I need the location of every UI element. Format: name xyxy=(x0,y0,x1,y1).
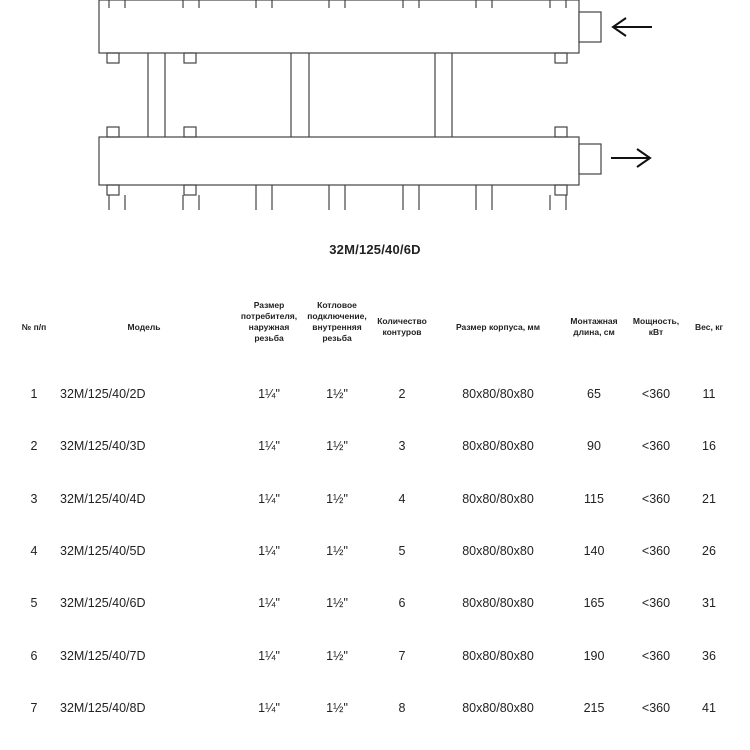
table-cell-length: 90 xyxy=(587,439,601,454)
table-cell-power: <360 xyxy=(641,700,671,715)
table-cell-power: <360 xyxy=(641,439,671,454)
col-consumer-size-header-line: потребителя, xyxy=(240,311,298,321)
table-cell-weight: 26 xyxy=(702,543,716,558)
table-cell-weight: 36 xyxy=(702,648,716,663)
table-cell-body: 80x80/80x80 xyxy=(462,596,534,611)
table-cell-consumer: 1¼" xyxy=(258,648,280,663)
table-cell-num: 4 xyxy=(30,543,38,558)
table-cell-model: 32M/125/40/2D xyxy=(60,387,146,401)
top-mounting-feet xyxy=(107,53,567,63)
table-cell-consumer: 1¼" xyxy=(258,543,280,558)
table-cell-power: <360 xyxy=(641,543,671,558)
table-cell-boiler: 1½" xyxy=(326,648,348,663)
table-cell-weight: 21 xyxy=(702,491,716,506)
table-cell-circuits: 5 xyxy=(398,543,406,558)
table-cell-model: 32M/125/40/4D xyxy=(60,491,146,506)
table-cell-body: 80x80/80x80 xyxy=(462,439,534,454)
col-consumer-size-header-line: резьба xyxy=(254,333,284,343)
table-cell-weight: 11 xyxy=(702,387,716,401)
table-cell-length: 65 xyxy=(587,387,601,401)
table-cell-power: <360 xyxy=(641,387,671,401)
table-cell-num: 6 xyxy=(30,648,38,663)
col-boiler-connection-header-line: резьба xyxy=(322,333,352,343)
col-boiler-connection-header-line: подключение, xyxy=(307,311,367,321)
table-cell-boiler: 1½" xyxy=(326,543,348,558)
inlet-nipple xyxy=(579,12,601,42)
table-cell-body: 80x80/80x80 xyxy=(462,700,534,715)
table-cell-length: 215 xyxy=(583,700,605,715)
col-circuits-header-line: Количество xyxy=(377,316,427,326)
table-cell-circuits: 6 xyxy=(398,596,406,611)
table-cell-body: 80x80/80x80 xyxy=(462,543,534,558)
table-cell-power: <360 xyxy=(641,491,671,506)
outlet-nipple xyxy=(579,144,601,174)
bottom-mounting-feet-upper xyxy=(107,127,567,137)
table-cell-body: 80x80/80x80 xyxy=(462,387,534,401)
manifold-drawing xyxy=(0,0,750,210)
table-cell-model: 32M/125/40/5D xyxy=(60,543,146,558)
arrow-right-icon xyxy=(611,149,650,167)
col-mount-length-header-line: Монтажная xyxy=(570,316,618,326)
table-cell-num: 1 xyxy=(30,387,38,401)
table-cell-boiler: 1½" xyxy=(326,700,348,715)
arrow-left-icon xyxy=(613,18,652,36)
col-power-header-line: Мощность, xyxy=(632,316,680,326)
table-cell-circuits: 4 xyxy=(398,491,406,506)
table-cell-consumer: 1¼" xyxy=(258,491,280,506)
table-cell-consumer: 1¼" xyxy=(258,439,280,454)
vertical-tubes xyxy=(148,53,452,137)
table-cell-circuits: 2 xyxy=(398,387,406,401)
col-mount-length-header xyxy=(570,316,617,338)
table-cell-model: 32M/125/40/7D xyxy=(60,648,146,663)
table-cell-body: 80x80/80x80 xyxy=(462,648,534,663)
table-cell-body: 80x80/80x80 xyxy=(462,491,534,506)
col-num-header: № п/п xyxy=(21,322,47,332)
table-cell-model: 32M/125/40/3D xyxy=(60,439,146,454)
col-circuits-header-line: контуров xyxy=(382,327,422,337)
col-boiler-connection-header-line: Котловое xyxy=(317,300,357,310)
table-cell-weight: 31 xyxy=(702,596,716,611)
table-cell-model: 32M/125/40/6D xyxy=(60,596,146,611)
table-cell-boiler: 1½" xyxy=(326,439,348,454)
table-cell-boiler: 1½" xyxy=(326,491,348,506)
table-cell-weight: 16 xyxy=(702,439,716,454)
table-cell-circuits: 3 xyxy=(398,439,406,454)
col-consumer-size-header-line: наружная xyxy=(248,322,290,332)
table-cell-num: 5 xyxy=(30,596,38,611)
drawing-title: 32M/125/40/6D xyxy=(329,242,421,257)
table-cell-consumer: 1¼" xyxy=(258,387,280,401)
col-boiler-connection-header xyxy=(307,300,366,344)
table-cell-length: 115 xyxy=(584,491,604,506)
col-weight-header: Вес, кг xyxy=(695,322,723,332)
bottom-branch-nozzles xyxy=(109,185,566,210)
table-cell-boiler: 1½" xyxy=(326,596,348,611)
table-cell-num: 7 xyxy=(30,700,38,715)
table-cell-consumer: 1¼" xyxy=(258,596,280,611)
table-cell-length: 140 xyxy=(583,543,605,558)
bottom-mounting-feet-lower xyxy=(107,185,567,195)
table-cell-boiler: 1½" xyxy=(326,387,348,401)
col-consumer-size-header-line: Размер xyxy=(253,300,285,310)
col-consumer-size-header xyxy=(241,300,297,344)
table-cell-weight: 41 xyxy=(702,700,716,715)
table-cell-model: 32M/125/40/8D xyxy=(60,700,146,715)
supply-header xyxy=(99,0,579,53)
table-cell-num: 2 xyxy=(30,439,38,454)
col-boiler-connection-header-line: внутренняя xyxy=(312,322,362,332)
col-power-header xyxy=(633,316,679,338)
table-cell-consumer: 1¼" xyxy=(258,700,280,715)
table-cell-num: 3 xyxy=(30,491,38,506)
table-cell-length: 165 xyxy=(583,596,605,611)
table-cell-circuits: 8 xyxy=(398,700,406,715)
table-cell-length: 190 xyxy=(583,648,605,663)
col-circuits-header xyxy=(377,316,427,338)
table-cell-circuits: 7 xyxy=(398,648,406,663)
col-power-header-line: кВт xyxy=(648,327,664,337)
table-cell-power: <360 xyxy=(641,648,671,663)
col-body-size-header: Размер корпуса, мм xyxy=(455,322,541,332)
table-cell-power: <360 xyxy=(641,596,671,611)
col-model-header: Модель xyxy=(127,322,161,332)
col-mount-length-header-line: длина, см xyxy=(573,327,615,337)
return-header xyxy=(99,137,579,185)
